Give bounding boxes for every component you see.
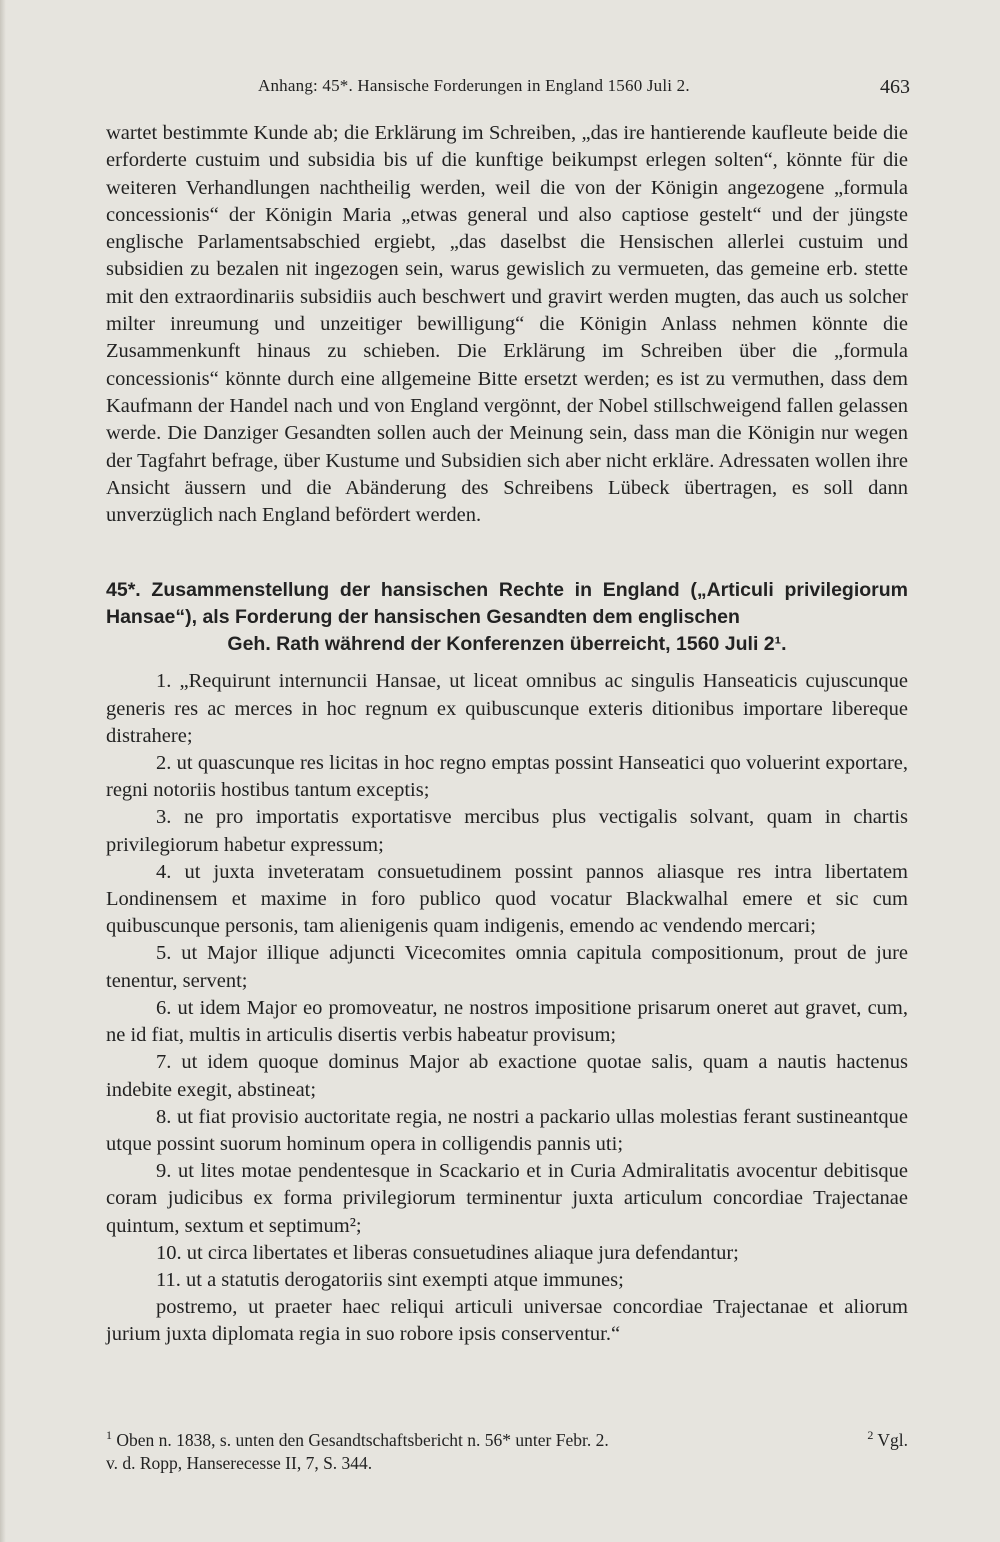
article-item [106, 1240, 908, 1267]
articles-list [106, 668, 908, 1294]
article-text: ut circa libertates et liberas consuetudines aliaque jura defendantur; [186, 1241, 739, 1264]
article-item [106, 859, 908, 941]
article-text: ut idem quoque dominus Major ab exactione quotae salis, quam a nautis hactenus indebite exegit, abstineat; [106, 1051, 908, 1101]
running-head: Anhang: 45*. Hansische Forderungen in England 1560 Juli 2. [258, 76, 690, 95]
article-text: ut fiat provisio auctoritate regia, ne nostri a packario ullas molestias ferant sustineantque utque possint suorum hominum opera in colligendis pannis uti; [106, 1105, 908, 1155]
article-text: ut idem Major eo promoveatur, ne nostros impositione prisarum oneret aut gravet, cum, ne id fiat, multis in articulis disertis verbis habeatur provisum; [106, 996, 909, 1047]
intro-section [106, 120, 908, 529]
article-number: 4. [156, 860, 172, 883]
article-item [106, 750, 908, 804]
footnote-2-text: Vgl. [877, 1429, 908, 1450]
page-number: 463 [880, 76, 910, 98]
footnote-2 [867, 1424, 908, 1452]
footnotes [106, 1424, 908, 1475]
footnote-1 [106, 1424, 609, 1452]
article-item [106, 668, 908, 750]
article-number: 10. [156, 1241, 182, 1264]
article-text: ut a statutis derogatoriis sint exempti atque immunes; [186, 1268, 624, 1291]
article-item [106, 1104, 908, 1158]
article-number: 6. [156, 996, 172, 1019]
footnote-1-text: Oben n. 1838, s. unten den Gesandtschaftsbericht n. 56* unter Febr. 2. [116, 1429, 609, 1450]
article-item [106, 1158, 908, 1240]
article-text: ut juxta inveteratam consuetudinem possint pannos aliasque res intra libertatem Londinensem et maxime in foro publico quod vocatur Blackwalhal emere et sic cum quibuscunque personis, tam alienigenis quam indigenis, emendo ac vendendo mercari; [106, 860, 908, 938]
article-number: 8. [156, 1105, 172, 1128]
article-number: 1. [156, 670, 172, 693]
article-text: ut quascunque res licitas in hoc regno emptas possint Hanseatici quo voluerint exportare, regni notoriis hostibus tantum exceptis; [106, 752, 908, 802]
footnote-2-continuation: v. d. Ropp, Hanserecesse II, 7, S. 344. [106, 1452, 373, 1473]
page-header [108, 76, 910, 104]
article-text: ut lites motae pendentesque in Scackario et in Curia Admiralitatis avocentur debitisque coram judicibus ex forma privilegiorum terminentur juxta articulum concordiae Trajectanae quintum, sextum et septimum²; [106, 1160, 908, 1237]
article-item [106, 1049, 908, 1103]
article-number: 2. [156, 752, 172, 775]
article-number: 9. [156, 1160, 172, 1183]
article-number: 5. [156, 942, 172, 965]
article-text: ut Major illique adjuncti Vicecomites omnia capitula compositionum, prout de jure tenentur, servent; [106, 942, 908, 992]
footnote-line-1 [106, 1424, 908, 1452]
footnote-mark-1: 1 [106, 1428, 112, 1442]
article-item [106, 1267, 908, 1294]
article-text: ne pro importatis exportatisve mercibus plus vectigalis solvant, quam in chartis privilegiorum habetur expressum; [106, 806, 909, 856]
body-text [106, 120, 908, 1349]
footnote-mark-2: 2 [867, 1428, 874, 1442]
article-item [106, 940, 908, 994]
article-item [106, 804, 908, 858]
article-item [106, 995, 908, 1049]
article-number: 3. [156, 806, 172, 829]
section-heading [106, 577, 908, 658]
page-edge-shadow [0, 0, 6, 1542]
section-heading-last-line: Geh. Rath während der Konferenzen überreicht, 1560 Juli 2¹. [227, 633, 787, 656]
article-number: 11. [156, 1268, 181, 1291]
intro-paragraph: wartet bestimmte Kunde ab; die Erklärung im Schreiben, „das ire hantierende kaufleute beide die erforderte custuim und subsidia bis uf die kunftige beikumpst erlegen solten“, könnte für die weiteren Verhandlungen nachtheilig werden, weil die von der Königin angezogene „formula concessionis“ der Königin Maria „etwas general und also captiose gestelt“ und der jüngste englische Parlamentsabschied ergiebt, „das daselbst die Hensischen allerlei custuim und subsidien zu bezalen nit ingezogen sein, warus gewislich zu vermueten, das gemeine erb. stette mit den extraordinariis subsidiis auch beschwert und gravirt werden mugten, das auch us solcher milter inreumung und unzeitiger bewilligung“ die Königin Anlass nehmen könnte die Zusammenkunft hinaus zu schieben. Die Erklärung im Schreiben über die „formula concessionis“ könnte durch eine allgemeine Bitte ersetzt werden; es ist zu vermuthen, dass dem Kaufmann der Handel nach und von England vergönnt, der Nobel stillschweigend fallen gelassen werde. Die Danziger Gesandten sollen auch der Meinung sein, dass man die Königin nur wegen der Tagfahrt befrage, über Kustume und Subsidien sich aber nicht erkläre. Adressaten wollen ihre Ansicht äussern und die Abänderung des Schreibens Lübeck übertragen, es soll dann unverzüglich nach England befördert werden. [106, 122, 908, 527]
closing-paragraph: postremo, ut praeter haec reliqui articuli universae concordiae Trajectanae et aliorum jurium juxta diplomata regia in suo robore ipsis conserventur.“ [106, 1296, 908, 1346]
article-text: „Requirunt internuncii Hansae, ut liceat omnibus ac singulis Hanseaticis cujuscunque generis res ac merces in hoc regnum ex quibuscunque exteris ditionibus importare libereque distrahere; [106, 670, 909, 747]
section-heading-main: 45*. Zusammenstellung der hansischen Rechte in England („Articuli privilegiorum Hansae“), als Forderung der hansischen Gesandten dem englischen [106, 579, 908, 629]
article-number: 7. [156, 1051, 172, 1074]
